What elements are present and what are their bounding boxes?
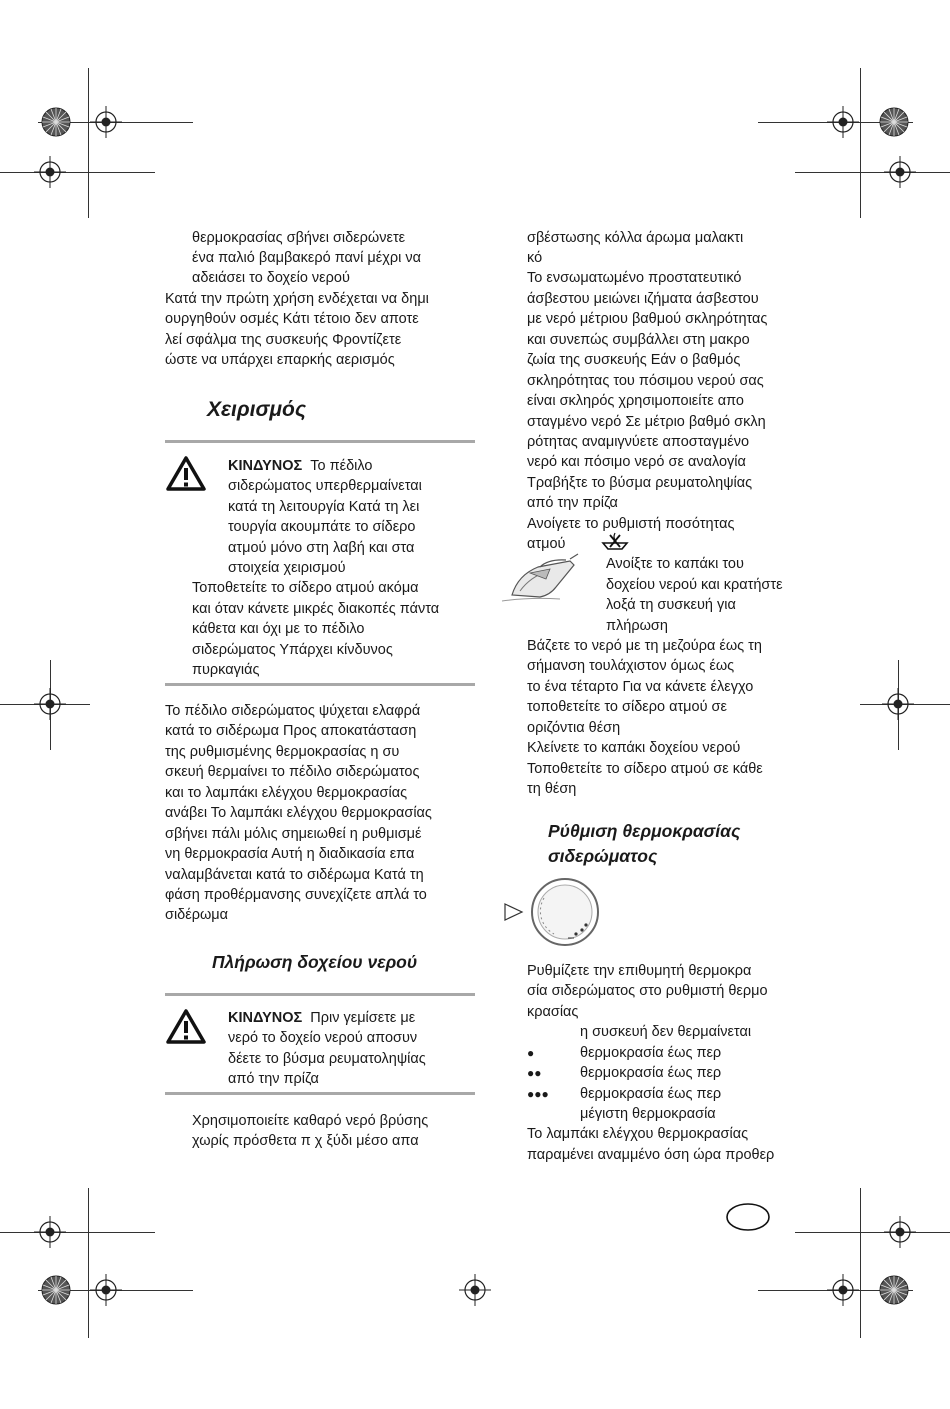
temp-level-text: μέγιστη θερμοκρασία: [580, 1106, 716, 1122]
text-line: κάθετα και όχι με το πέδιλο: [192, 621, 365, 637]
text-line: ατμού μόνο στη λαβή και στα: [228, 540, 415, 556]
text-line: νερό και πόσιμο νερό σε αναλογία: [527, 454, 746, 470]
warning-text: Πριν γεμίσετε με: [310, 1010, 416, 1026]
temp-level-dots: ●●: [527, 1066, 542, 1080]
text-line: πλήρωση: [606, 618, 668, 634]
text-line: σιδερώματος Υπάρχει κίνδυνος: [192, 642, 393, 658]
text-line: είναι σκληρός χρησιμοποιείτε απο: [527, 393, 744, 409]
text-line: Το πέδιλο σιδερώματος ψύχεται ελαφρά: [165, 703, 421, 719]
text-line: κατά το σιδέρωμα Προς αποκατάσταση: [165, 723, 417, 739]
text-line: και όταν κάνετε μικρές διακοπές πάντα: [192, 601, 440, 617]
text-line: παραμένει αναμμένο όση ώρα προθερ: [527, 1147, 775, 1163]
temp-level-dots: ●●●: [527, 1087, 549, 1101]
warning-first-line: [228, 456, 372, 476]
temp-level-text: θερμοκρασία έως περ: [580, 1045, 722, 1061]
divider: [165, 440, 475, 443]
text-line: ουργηθούν οσμές Κάτι τέτοιο δεν αποτε: [165, 311, 419, 327]
text-line: Βάζετε το νερό με τη μεζούρα έως τη: [527, 638, 762, 654]
steam-off-icon: [600, 531, 630, 553]
text-line: τη θέση: [527, 781, 577, 797]
text-line: κό: [527, 250, 543, 266]
page-number-oval: [725, 1202, 771, 1232]
text-line: ρότητας αναμιγνύετε αποσταγμένο: [527, 434, 750, 450]
text-line: από την πρίζα: [228, 1071, 319, 1087]
steam-iron-illustration: [500, 557, 590, 603]
text-line: Το λαμπάκι ελέγχου θερμοκρασίας: [527, 1126, 749, 1142]
text-line: της ρυθμισμένης θερμοκρασίας η συ: [165, 744, 400, 760]
text-line: κατά τη λειτουργία Κατά τη λει: [228, 499, 420, 515]
divider: [165, 993, 475, 996]
danger-label: ΚΙΝΔΥΝΟΣ: [228, 458, 303, 474]
text-line: ανάβει Το λαμπάκι ελέγχου θερμοκρασίας: [165, 805, 432, 821]
heading-fill-water: Πλήρωση δοχείου νερού: [212, 952, 418, 972]
temp-level-text: θερμοκρασία έως περ: [580, 1086, 722, 1102]
text-line: θερμοκρασίας σβήνει σιδερώνετε: [192, 230, 406, 246]
temp-level-text: θερμοκρασία έως περ: [580, 1065, 722, 1081]
text-line: οριζόντια θέση: [527, 720, 621, 736]
text-line: Ρυθμίζετε την επιθυμητή θερμοκρα: [527, 963, 752, 979]
text-line: δέετε το βύσμα ρευματοληψίας: [228, 1051, 426, 1067]
text-line: Κατά την πρώτη χρήση ενδέχεται να δημι: [165, 291, 429, 307]
text-line: σταγμένο νερό Σε μέτριο βαθμό σκλη: [527, 414, 766, 430]
heading-temperature: σιδερώματος: [548, 846, 658, 866]
text-line: δοχείου νερού και κρατήστε: [606, 577, 783, 593]
divider: [165, 683, 475, 686]
text-line: ατμού: [527, 536, 566, 552]
text-line: με νερό μέτριου βαθμού σκληρότητας: [527, 311, 768, 327]
text-line: σβέστωσης κόλλα άρωμα μαλακτι: [527, 230, 744, 246]
text-line: και το λαμπάκι ελέγχου θερμοκρασίας: [165, 785, 408, 801]
text-line: το ένα τέταρτο Για να κάνετε έλεγχο: [527, 679, 754, 695]
text-line: σβήνει πάλι μόλις σημειωθεί η ρυθμισμέ: [165, 826, 422, 842]
text-line: σκληρότητας του πόσιμου νερού σας: [527, 373, 764, 389]
danger-label: ΚΙΝΔΥΝΟΣ: [228, 1010, 303, 1026]
text-line: ώστε να υπάρχει επαρκής αερισμός: [165, 352, 395, 368]
temp-level-text: η συσκευή δεν θερμαίνεται: [580, 1024, 752, 1040]
heading-operation: Χειρισμός: [207, 398, 307, 421]
text-line: Ανοίγετε το ρυθμιστή ποσότητας: [527, 516, 735, 532]
text-line: τουργία ακουμπάτε το σίδερο: [228, 519, 416, 535]
text-line: στοιχεία χειρισμού: [228, 560, 346, 576]
text-line: Τοποθετείτε το σίδερο ατμού ακόμα: [192, 580, 419, 596]
text-line: κρασίας: [527, 1004, 579, 1020]
text-line: σκευή θερμαίνει το πέδιλο σιδερώματος: [165, 764, 420, 780]
text-line: και συνεπώς συμβάλλει στη μακρο: [527, 332, 750, 348]
warning-icon: [166, 1008, 206, 1044]
text-line: πυρκαγιάς: [192, 662, 260, 678]
text-line: Τραβήξτε το βύσμα ρευματοληψίας: [527, 475, 753, 491]
text-line: Το ενσωματωμένο προστατευτικό: [527, 270, 742, 286]
text-line: τοποθετείτε το σίδερο ατμού σε: [527, 699, 727, 715]
warning-icon: [166, 455, 206, 491]
divider: [165, 1092, 475, 1095]
text-line: Χρησιμοποιείτε καθαρό νερό βρύσης: [192, 1113, 429, 1129]
text-line: αδειάσει το δοχείο νερού: [192, 270, 350, 286]
text-line: σήμανση τουλάχιστον όμως έως: [527, 658, 735, 674]
text-line: λεί σφάλμα της συσκευής Φροντίζετε: [165, 332, 402, 348]
text-line: φάση προθέρμανσης συνεχίζετε απλά το: [165, 887, 427, 903]
warning-first-line: [228, 1008, 415, 1028]
text-line: Ανοίξτε το καπάκι του: [606, 556, 744, 572]
text-line: ένα παλιό βαμβακερό πανί μέχρι να: [192, 250, 421, 266]
text-line: άσβεστου μειώνει ιζήματα άσβεστου: [527, 291, 759, 307]
text-line: σιδέρωμα: [165, 907, 229, 923]
text-line: ναλαμβάνεται κατά το σιδέρωμα Κατά τη: [165, 867, 424, 883]
text-line: σία σιδερώματος στο ρυθμιστή θερμο: [527, 983, 768, 999]
text-line: σιδερώματος υπερθερμαίνεται: [228, 478, 422, 494]
warning-text: Το πέδιλο: [310, 458, 373, 474]
text-line: νερό το δοχείο νερού αποσυν: [228, 1030, 418, 1046]
text-line: ζωία της συσκευής Εάν ο βαθμός: [527, 352, 741, 368]
text-line: Τοποθετείτε το σίδερο ατμού σε κάθε: [527, 761, 763, 777]
text-line: χωρίς πρόσθετα π χ ξύδι μέσο απα: [192, 1133, 419, 1149]
temp-level-dots: ●: [527, 1046, 535, 1060]
text-line: νη θερμοκρασία Αυτή η διαδικασία επα: [165, 846, 415, 862]
text-line: από την πρίζα: [527, 495, 618, 511]
text-line: Κλείνετε το καπάκι δοχείου νερού: [527, 740, 741, 756]
text-line: λοξά τη συσκευή για: [606, 597, 736, 613]
temperature-dial: [502, 872, 602, 952]
heading-temperature: Ρύθμιση θερμοκρασίας: [548, 821, 741, 841]
